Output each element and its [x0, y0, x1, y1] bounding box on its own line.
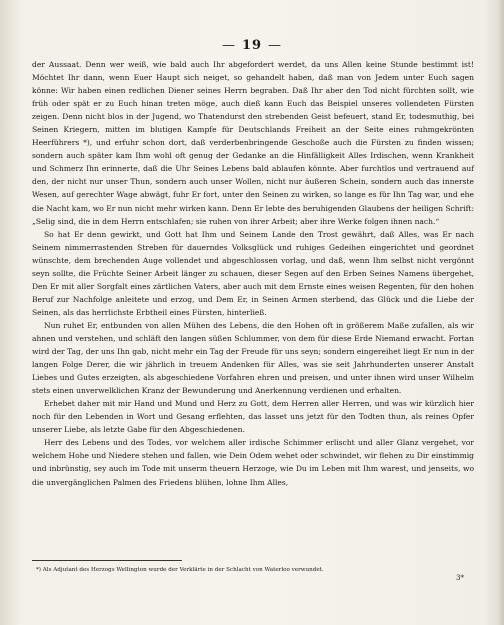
footnote-divider: [32, 560, 182, 561]
footnote: *) Als Adjutant des Herzogs Wellington wurde der Verklärte in der Schlacht von Waterloo verwundet.: [36, 567, 324, 573]
paragraph-1: der Aussaat. Denn wer weiß, wie bald auch Ihr abgefordert werdet, da uns Allen keine Stunde bestimmt ist! Möchtet Ihr dann, wenn Euer Haupt sich neiget, so gehandelt haben, daß man von Jedem unter Euch sagen könne: Wir haben einen redlichen Diener seines Herrn begraben. Daß Ihr aber den Tod nicht fürchten sollt, wie früh oder spät er zu Euch hinan treten möge, auch dieß kann Euch das Beispiel unseres vollendeten Fürsten zeigen. Denn nicht blos in der Jugend, wo Thatendurst den strebenden Geist befeuert, stand Er, todesmuthig, bei Seinen Kriegern, mitten im blutigen Kampfe für Deutschlands Freiheit an der Seite eines ruhmgekrönten Heerführers *), und erfuhr schon dort, daß verderbenbringende Geschoße auch die Fürsten zu finden wissen; sondern auch später kam Ihm wohl oft genug der Gedanke an die Hinfälligkeit Alles Irdischen, wenn Krankheit und Schmerz Ihn erinnerte, daß die Uhr Seines Lebens bald ablaufen könnte. Aber furchtlos und vertrauend auf den, der nicht nur unser Thun, sondern auch unser Wollen, nicht nur äußeren Schein, sondern auch das innerste Wesen, auf gerechter Wage abwägt, fuhr Er fort, unter den Seinen zu wirken, so lange es für Ihn Tag war, und ehe die Nacht kam, wo Er nun nicht mehr wirken kann. Denn Er lebte des beruhigenden Glaubens der heiligen Schrift: „Selig sind, die in dem Herrn entschlafen; sie ruhen von ihrer Arbeit; aber ihre Werke folgen ihnen nach.“: [32, 60, 474, 226]
paragraph-4: Erhebet daher mit mir Hand und Mund und Herz zu Gott, dem Herren aller Herren, und was wir kürzlich hier noch für den Lebenden in Wort und Gesang erflehten, das lasset uns jetzt für den Todten thun, als reines Opfer unserer Liebe, als letzte Gabe für den Abgeschiedenen.: [32, 399, 474, 435]
paragraph-5: Herr des Lebens und des Todes, vor welchem aller irdische Schimmer erlischt und aller Glanz vergehet, vor welchem Hohe und Niedere stehen und fallen, wie Dein Odem wehet oder schwindet, wir flehen zu Dir einstimmig und inbrünstig, sey auch im Tode mit unserm theuern Herzoge, wie Du im Leben mit Ihm warest, und jenseits, wo die unvergänglichen Palmen des Friedens blühen, lohne Ihm Alles,: [32, 438, 474, 487]
paragraph-3: Nun ruhet Er, entbunden von allen Mühen des Lebens, die den Hohen oft in größerem Maße zufallen, als wir ahnen und verstehen, und schläft den langen süßen Schlummer, von dem für diese Erde Niemand erwacht. Fortan wird der Tag, der uns Ihn gab, nicht mehr ein Tag der Freude für uns seyn; sondern eingereihet liegt Er nun in der langen Folge Derer, die wir jährlich in treuem Andenken für Alles, was sie seit Jahrhunderten unserer Anstalt Liebes und Gutes erzeigten, als abgeschiedene Vorfahren ehren und preisen, und unter ihnen wird unser Wilhelm stets einen unverwelklichen Kranz der Bewunderung und Anerkennung verdienen und erhalten.: [32, 320, 474, 396]
page-number-value: 19: [241, 38, 263, 53]
body-text: [32, 58, 474, 489]
page-number: — 19 —: [221, 38, 283, 53]
paragraph-2: So hat Er denn gewirkt, und Gott hat Ihm und Seinem Lande den Trost gewährt, daß Alles, was Er nach Seinem nimmerrastenden Streben für dauerndes Volksglück und ruhiges Gedeihen eingerichtet und geordnet wünschte, dem brechenden Auge vollendet und abgeschlossen vorlag, und daß, wenn Ihm selbst nicht vergönnt seyn sollte, die Früchte Seiner Arbeit länger zu schauen, dieser Segen auf den Erben Seines Namens übergehet, Den Er mit aller Sorgfalt eines zärtlichen Vaters, aber auch mit dem Ernste eines weisen Regenten, für den hohen Beruf zur Nachfolge anleitete und erzog, und Dem Er, in Seinen Armen sterbend, das Glück und die Liebe der Seinen, als das herrlichste Erbtheil eines Fürsten, hinterließ.: [32, 229, 474, 317]
signature-mark: 3*: [456, 574, 464, 582]
scan-edge-shadow: [498, 0, 504, 625]
